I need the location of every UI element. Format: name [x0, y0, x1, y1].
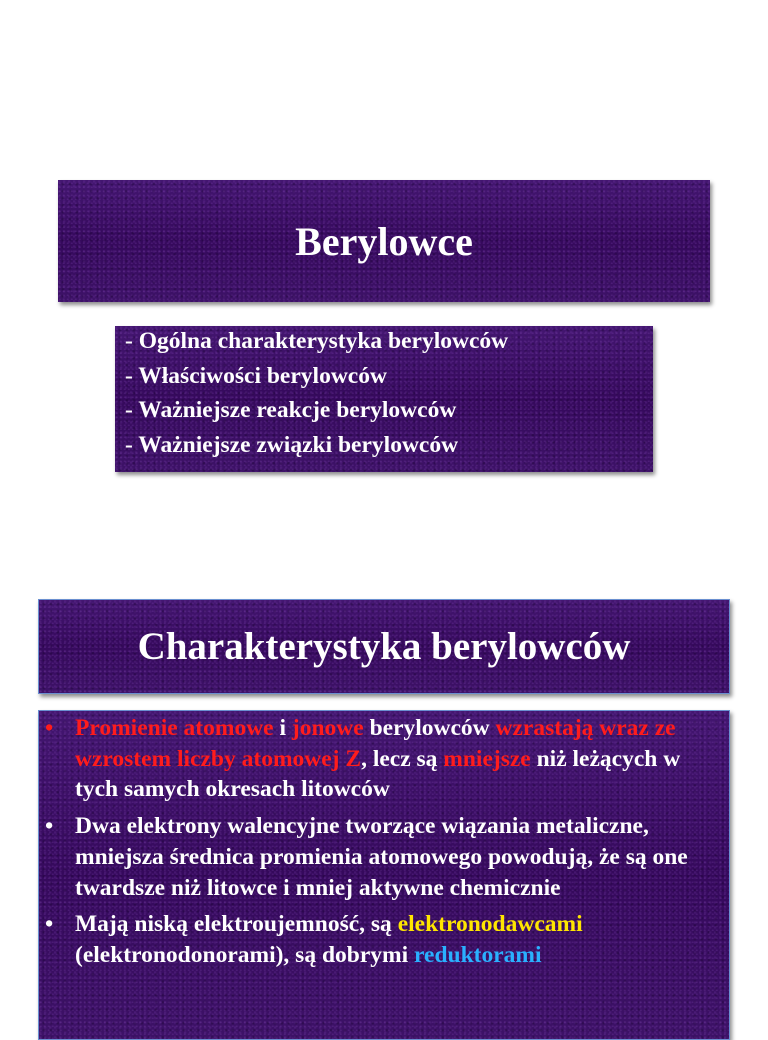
plain-text: berylowców: [363, 715, 496, 741]
topic-item: - Ważniejsze reakcje berylowców: [125, 397, 457, 423]
highlight-text: Promienie atomowe: [75, 715, 274, 741]
topic-item: - Ważniejsze związki berylowców: [125, 431, 459, 458]
slide1-topic-list: [115, 326, 653, 472]
bullet-dot: •: [45, 813, 54, 840]
slide1-title-box: [58, 180, 710, 302]
bullet-item: [45, 713, 719, 805]
topic-item: - Właściwości berylowców: [125, 362, 387, 389]
highlight-text: mniejsze: [443, 745, 531, 772]
plain-text: niż leżących w tych samych okresach litowców: [75, 745, 681, 803]
highlight-text: reduktorami: [414, 941, 542, 968]
bullet-dot: •: [45, 911, 54, 938]
bullet-item: [45, 909, 719, 970]
plain-text: (elektronodonorami), są dobrymi: [75, 941, 415, 968]
topic-item: - Ogólna charakterystyka berylowców: [125, 328, 509, 354]
bullet-text: Dwa elektrony walencyjne tworzące wiązania metaliczne, mniejsza średnica promienia atomowego powodują, że są one twardsze niż litowce i mniej aktywne chemicznie: [75, 813, 688, 901]
bullet-item: [45, 811, 719, 903]
slide2-title-box: [38, 599, 730, 694]
bullet-dot: •: [45, 715, 54, 741]
bullet-text: [75, 909, 719, 970]
highlight-text: elektronodawcami: [397, 911, 583, 938]
slide2-title: Charakterystyka berylowców: [137, 625, 631, 668]
slide1-title: Berylowce: [295, 218, 473, 264]
bullet-text: [75, 713, 719, 805]
plain-text: i: [273, 715, 292, 741]
highlight-text: wzrastają wraz ze wzrostem liczby atomowej Z: [75, 715, 676, 772]
plain-text: Mają niską elektroujemność, są: [75, 911, 398, 938]
plain-text: , lecz są: [361, 745, 444, 772]
slide2-body: [38, 710, 730, 1040]
highlight-text: jonowe: [291, 715, 364, 741]
